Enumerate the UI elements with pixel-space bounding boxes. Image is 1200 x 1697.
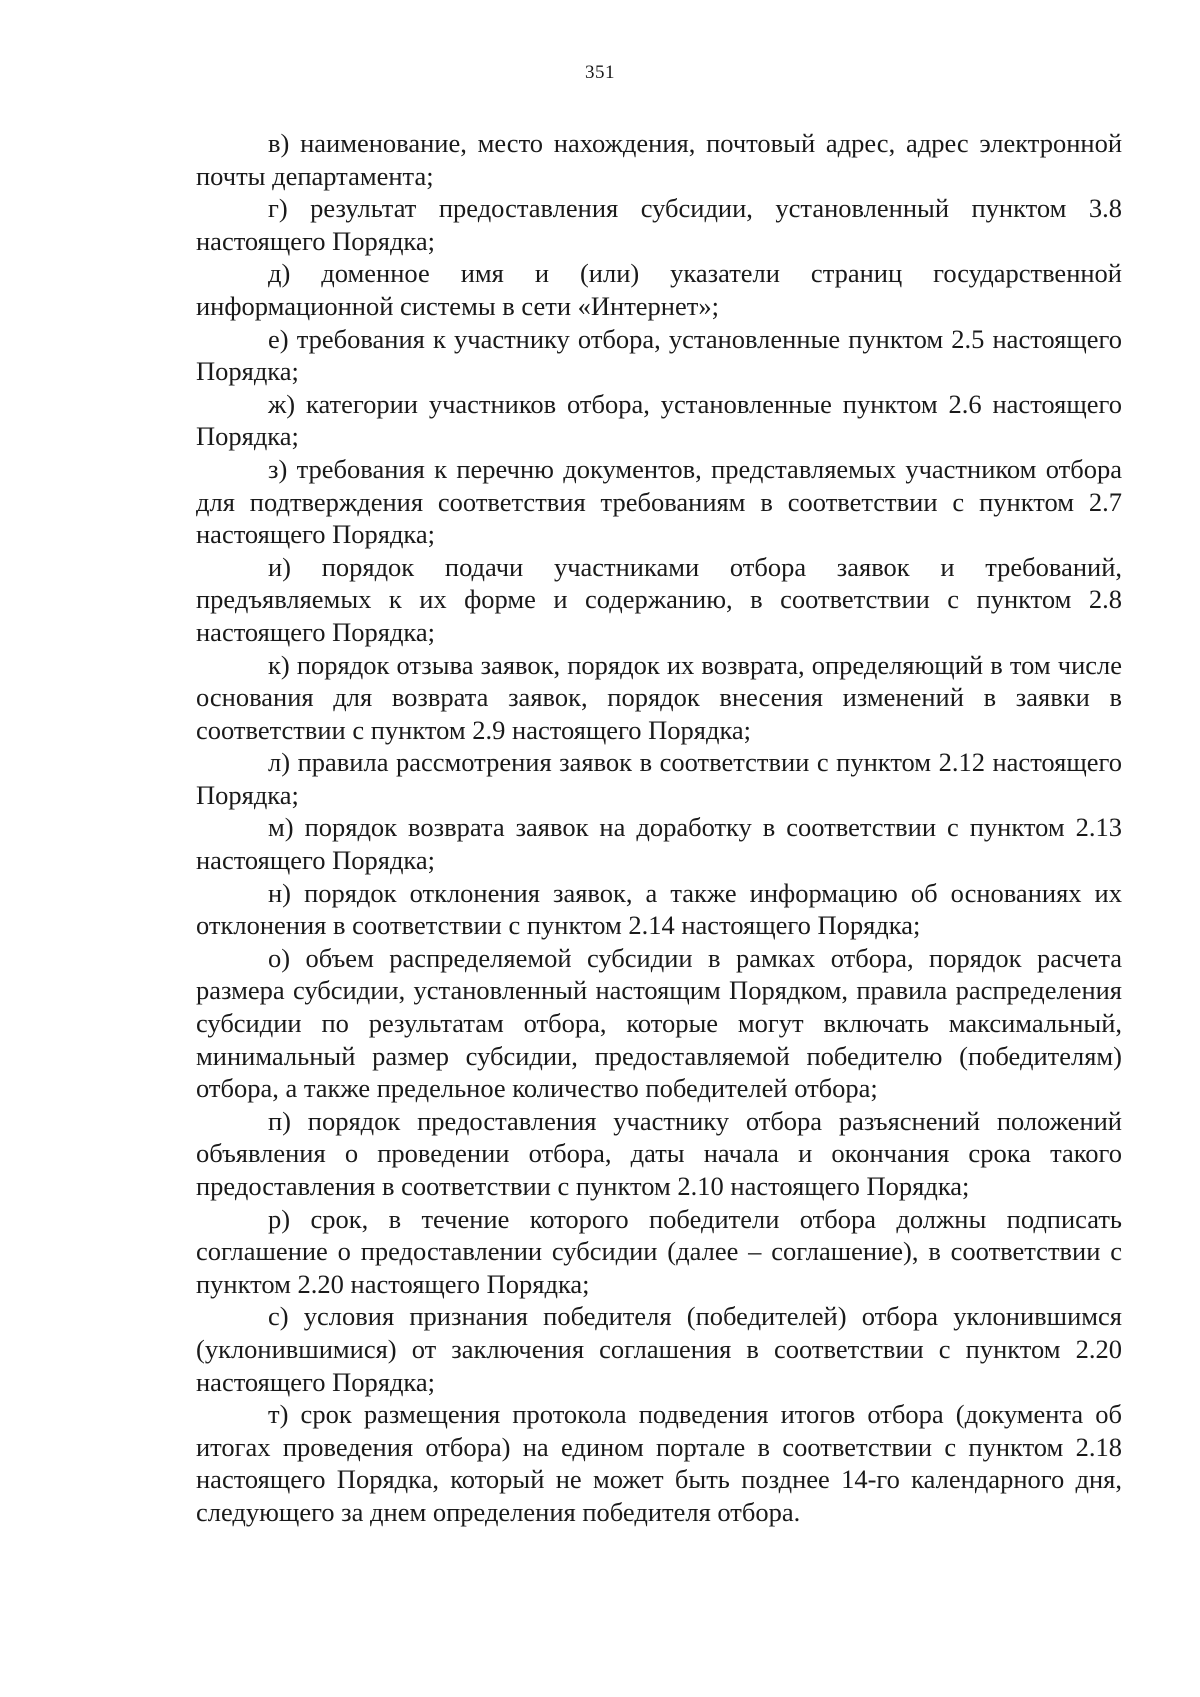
page-number: 351 [585, 62, 615, 83]
list-item-v: в) наименование, место нахождения, почтовый адрес, адрес электронной почты департамента; [196, 128, 1122, 191]
document-body [196, 127, 1122, 1529]
list-item-zh: ж) категории участников отбора, установленные пунктом 2.6 настоящего Порядка; [196, 388, 1122, 452]
list-item-o: о) объем распределяемой субсидии в рамках отбора, порядок расчета размера субсидии, установленный настоящим Порядком, правила распределения субсидии по результатам отбора, которые могут включать максимальный, минимальный размер субсидии, предоставляемой победителю (победителям) отбора, а также предельное количество победителей отбора; [196, 942, 1122, 1104]
list-item-d: д) доменное имя и (или) указатели страниц государственной информационной системы в сети «Интернет»; [196, 258, 1122, 321]
list-item-l: л) правила рассмотрения заявок в соответствии с пунктом 2.12 настоящего Порядка; [196, 747, 1122, 810]
list-item-p: п) порядок предоставления участнику отбора разъяснений положений объявления о проведении отбора, даты начала и окончания срока такого предоставления в соответствии с пунктом 2.10 настоящего Порядка; [196, 1105, 1122, 1201]
list-item-g: г) результат предоставления субсидии, установленный пунктом 3.8 настоящего Порядка; [196, 193, 1122, 256]
list-item-t: т) срок размещения протокола подведения итогов отбора (документа об итогах проведения отбора) на едином портале в соответствии с пунктом 2.18 настоящего Порядка, который не может быть позднее 14-го календарного дня, следующего за днем определения победителя отбора. [196, 1399, 1122, 1527]
list-item-s: с) условия признания победителя (победителей) отбора уклонившимся (уклонившимися) от заключения соглашения в соответствии с пунктом 2.20 настоящего Порядка; [196, 1301, 1122, 1397]
list-item-n: н) порядок отклонения заявок, а также информацию об основаниях их отклонения в соответствии с пунктом 2.14 настоящего Порядка; [196, 877, 1122, 941]
list-item-e: е) требования к участнику отбора, установленные пунктом 2.5 настоящего Порядка; [196, 323, 1122, 387]
list-item-k: к) порядок отзыва заявок, порядок их возврата, определяющий в том числе основания для возврата заявок, порядок внесения изменений в заявки в соответствии с пунктом 2.9 настоящего Порядка; [196, 649, 1122, 745]
list-item-m: м) порядок возврата заявок на доработку в соответствии с пунктом 2.13 настоящего Порядка; [196, 812, 1122, 876]
list-item-z: з) требования к перечню документов, представляемых участником отбора для подтверждения соответствия требованиям в соответствии с пунктом 2.7 настоящего Порядка; [196, 453, 1122, 550]
list-item-i: и) порядок подачи участниками отбора заявок и требований, предъявляемых к их форме и содержанию, в соответствии с пунктом 2.8 настоящего Порядка; [196, 551, 1122, 647]
list-item-r: р) срок, в течение которого победители отбора должны подписать соглашение о предоставлении субсидии (далее – соглашение), в соответствии с пунктом 2.20 настоящего Порядка; [196, 1203, 1122, 1299]
